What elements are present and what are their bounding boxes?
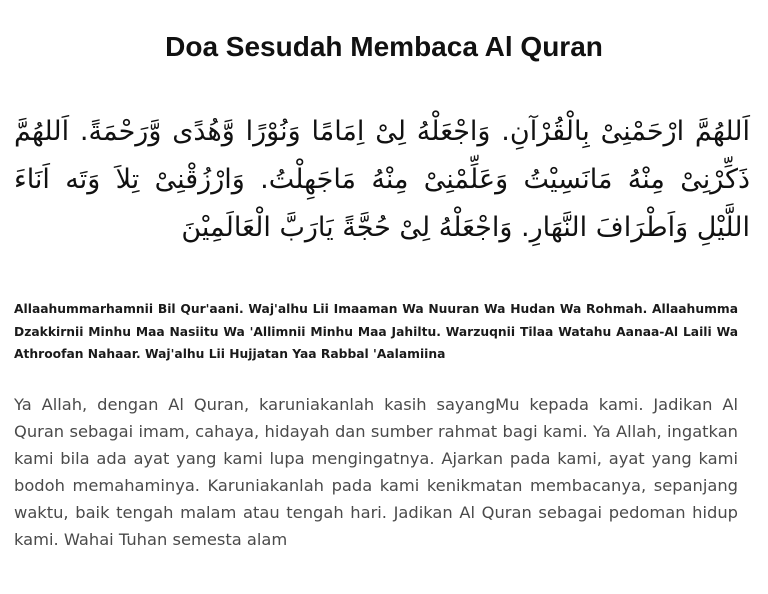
page-title: Doa Sesudah Membaca Al Quran (165, 31, 603, 62)
translation-text: Ya Allah, dengan Al Quran, karuniakanlah kasih sayangMu kepada kami. Jadikan Al Quran sebagai imam, cahaya, hidayah dan sumber rahmat bagi kami. Ya Allah, ingatkan kami bila ada ayat yang kami lupa mengingatnya. Ajarkan pada kami, ayat yang kami bodoh memahaminya. Karuniakanlah pada kami kenikmatan membacanya, sepanjang waktu, baik tengah malam atau tengah hari. Jadikan Al Quran sebagai pedoman hidup kami. Wahai Tuhan semesta alam (14, 395, 738, 549)
arabic-prayer-text: اَللهُمَّ ارْحَمْنِىْ بِالْقُرْآنِ. وَاجْعَلْهُ لِىْ اِمَامًا وَنُوْرًا وَّهُدًى وَّرَحْمَةً. اَللهُمَّ ذَكِّرْنِىْ مِنْهُ مَانَسِيْتُ وَعَلِّمْنِىْ مِنْهُ مَاجَهِلْتُ. وَارْزُقْنِىْ تِلاَ وَتَه اَنَاءَ اللَّيْلِ وَاَطْرَافَ النَّهَارِ. وَاجْعَلْهُ لِىْ حُجَّةً يَارَبَّ الْعَالَمِيْنَ (14, 116, 750, 243)
transliteration-text: Allaahummarhamnii Bil Qur'aani. Waj'alhu Lii Imaaman Wa Nuuran Wa Hudan Wa Rohmah. Allaahumma Dzakkirnii Minhu Maa Nasiitu Wa 'Allimnii Minhu Maa Jahiltu. Warzuqnii Tilaa Watahu Aanaa-Al Laili Wa Athroofan Nahaar. Waj'alhu Lii Hujjatan Yaa Rabbal 'Aalamiina (14, 302, 738, 361)
